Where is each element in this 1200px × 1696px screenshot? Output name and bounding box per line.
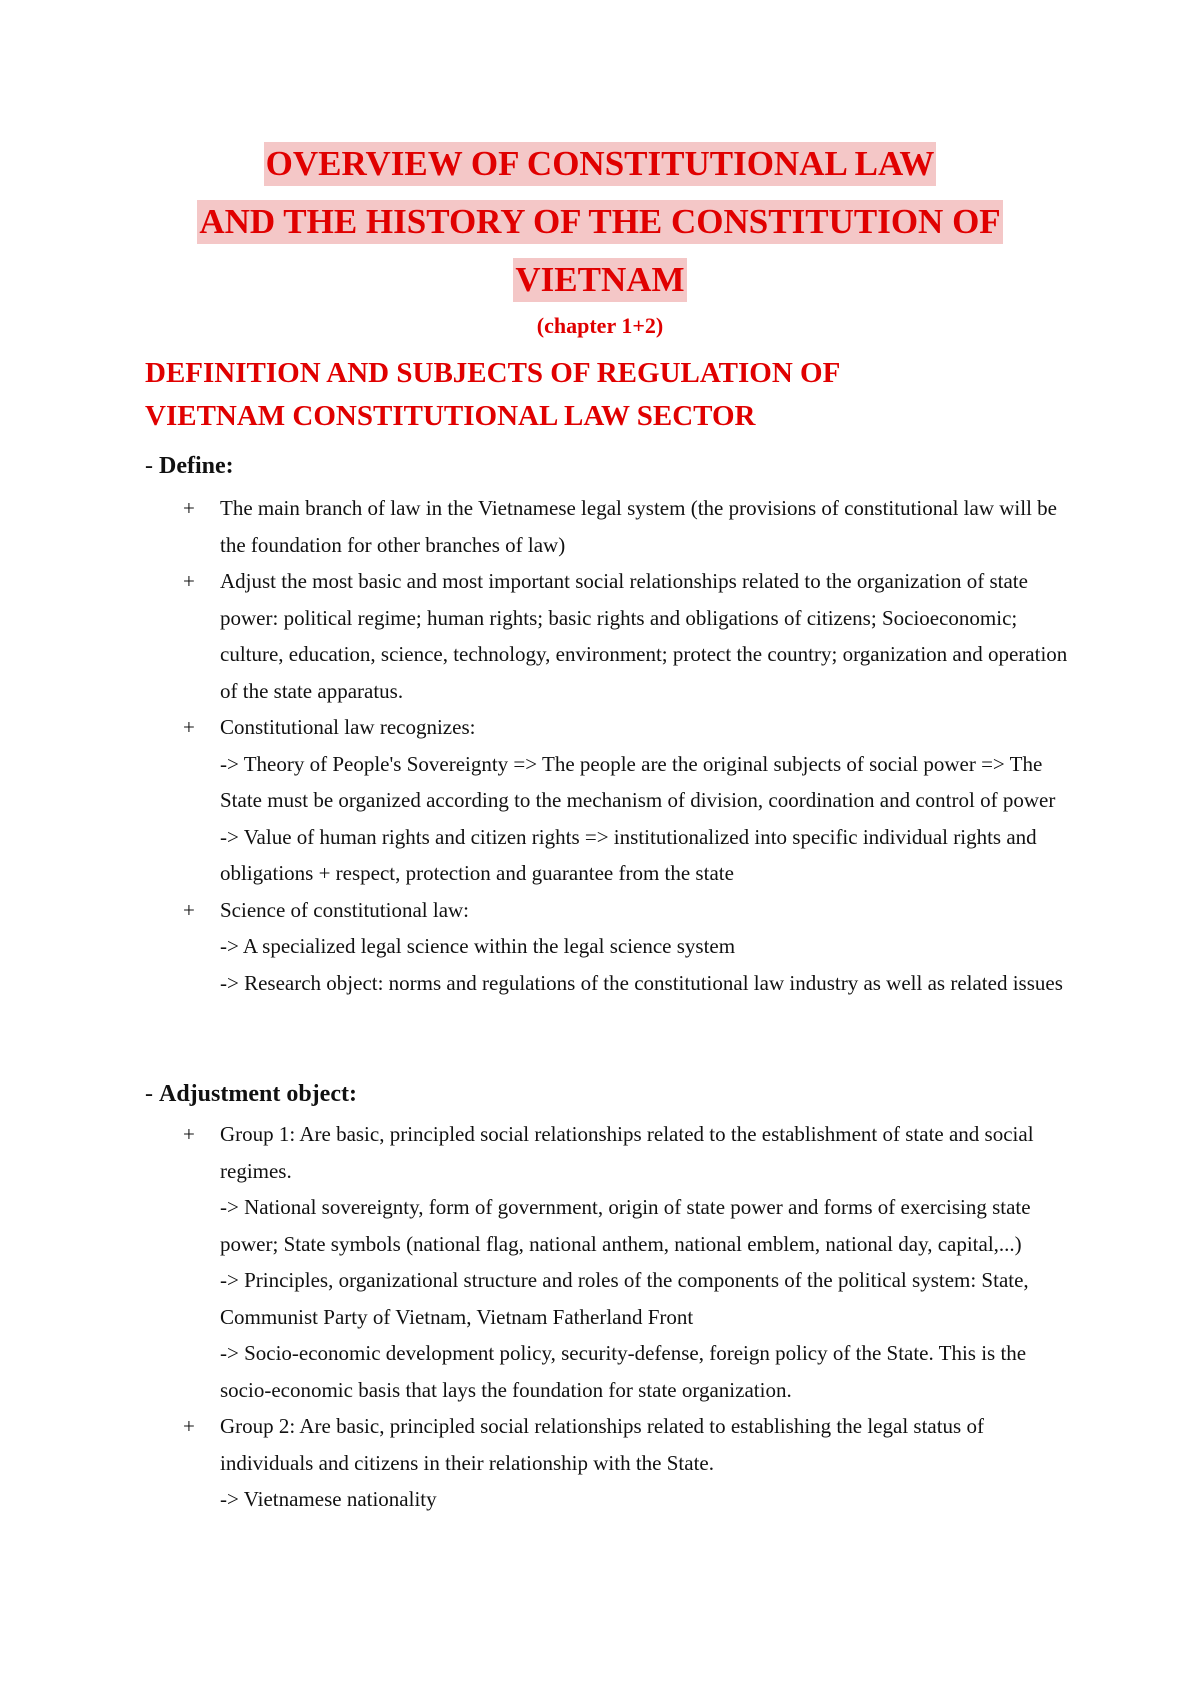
adjustment-item [145,1408,1075,1518]
bullet-plus: + [183,897,195,922]
adjustment-label-text: Adjustment object: [159,1081,357,1107]
adjustment-dash: - [145,1081,159,1107]
chapter-subtitle: (chapter 1+2) [536,313,664,338]
bullet-plus: + [183,1122,195,1146]
adjustment-item-line: -> Principles, organizational structure and roles of the components of the political system: State, Communist Party of Vietnam, Vietnam Fatherland Front [220,1268,1029,1329]
title-line-1: OVERVIEW OF CONSTITUTIONAL LAW [264,142,937,186]
define-label-text: Define: [159,453,234,479]
define-item [145,563,1075,709]
document-title [0,142,1200,316]
define-item [145,892,1075,1002]
define-item-line: -> Value of human rights and citizen rights => institutionalized into specific individual rights and obligations + respect, protection and guarantee from the state [220,824,1037,885]
adjustment-list [145,1116,1075,1518]
define-item-line: -> A specialized legal science within the legal science system [220,934,736,958]
adjustment-item [145,1116,1075,1408]
section-heading-line-1: DEFINITION AND SUBJECTS OF REGULATION OF [145,357,841,389]
define-item-line: -> Theory of People's Sovereignty => The people are the original subjects of social power => The State must be organized according to the mechanism of division, coordination and control of power [220,751,1056,812]
title-line-2: AND THE HISTORY OF THE CONSTITUTION OF [197,200,1002,244]
adjustment-item-line: Group 2: Are basic, principled social relationships related to establishing the legal status of individuals and citizens in their relationship with the State. [220,1414,984,1475]
define-dash: - [145,453,159,479]
define-item-line: The main branch of law in the Vietnamese legal system (the provisions of constitutional law will be the foundation for other branches of law) [220,496,1057,557]
define-item [145,490,1075,563]
adjustment-item-line: -> National sovereignty, form of government, origin of state power and forms of exercising state power; State symbols (national flag, national anthem, national emblem, national day, capital,...) [220,1195,1031,1256]
define-item [145,709,1075,892]
define-item-line: Science of constitutional law: [220,897,470,922]
define-item-line: Constitutional law recognizes: [220,715,476,739]
define-label [145,450,234,482]
define-item-line: Adjust the most basic and most important social relationships related to the organization of state power: political regime; human rights; basic rights and obligations of citizens; Socioeconomic; culture, education, science, technology, environment; protect the country; organization and operation of the state apparatus. [220,569,1068,703]
section-heading-line-2: VIETNAM CONSTITUTIONAL LAW SECTOR [145,400,756,432]
bullet-plus: + [183,569,195,593]
define-item-line: -> Research object: norms and regulations of the constitutional law industry as well as related issues [220,970,1063,995]
define-list [145,490,1075,1001]
title-line-3: VIETNAM [513,258,686,302]
adjustment-item-line: -> Vietnamese nationality [220,1487,437,1511]
adjustment-label [145,1078,357,1110]
section-heading [145,352,1105,438]
bullet-plus: + [183,715,195,739]
adjustment-item-line: -> Socio-economic development policy, security-defense, foreign policy of the State. This is the socio-economic basis that lays the foundation for state organization. [220,1341,1027,1402]
bullet-plus: + [183,1414,195,1438]
adjustment-item-line: Group 1: Are basic, principled social relationships related to the establishment of state and social regimes. [220,1122,1034,1183]
bullet-plus: + [183,496,195,520]
